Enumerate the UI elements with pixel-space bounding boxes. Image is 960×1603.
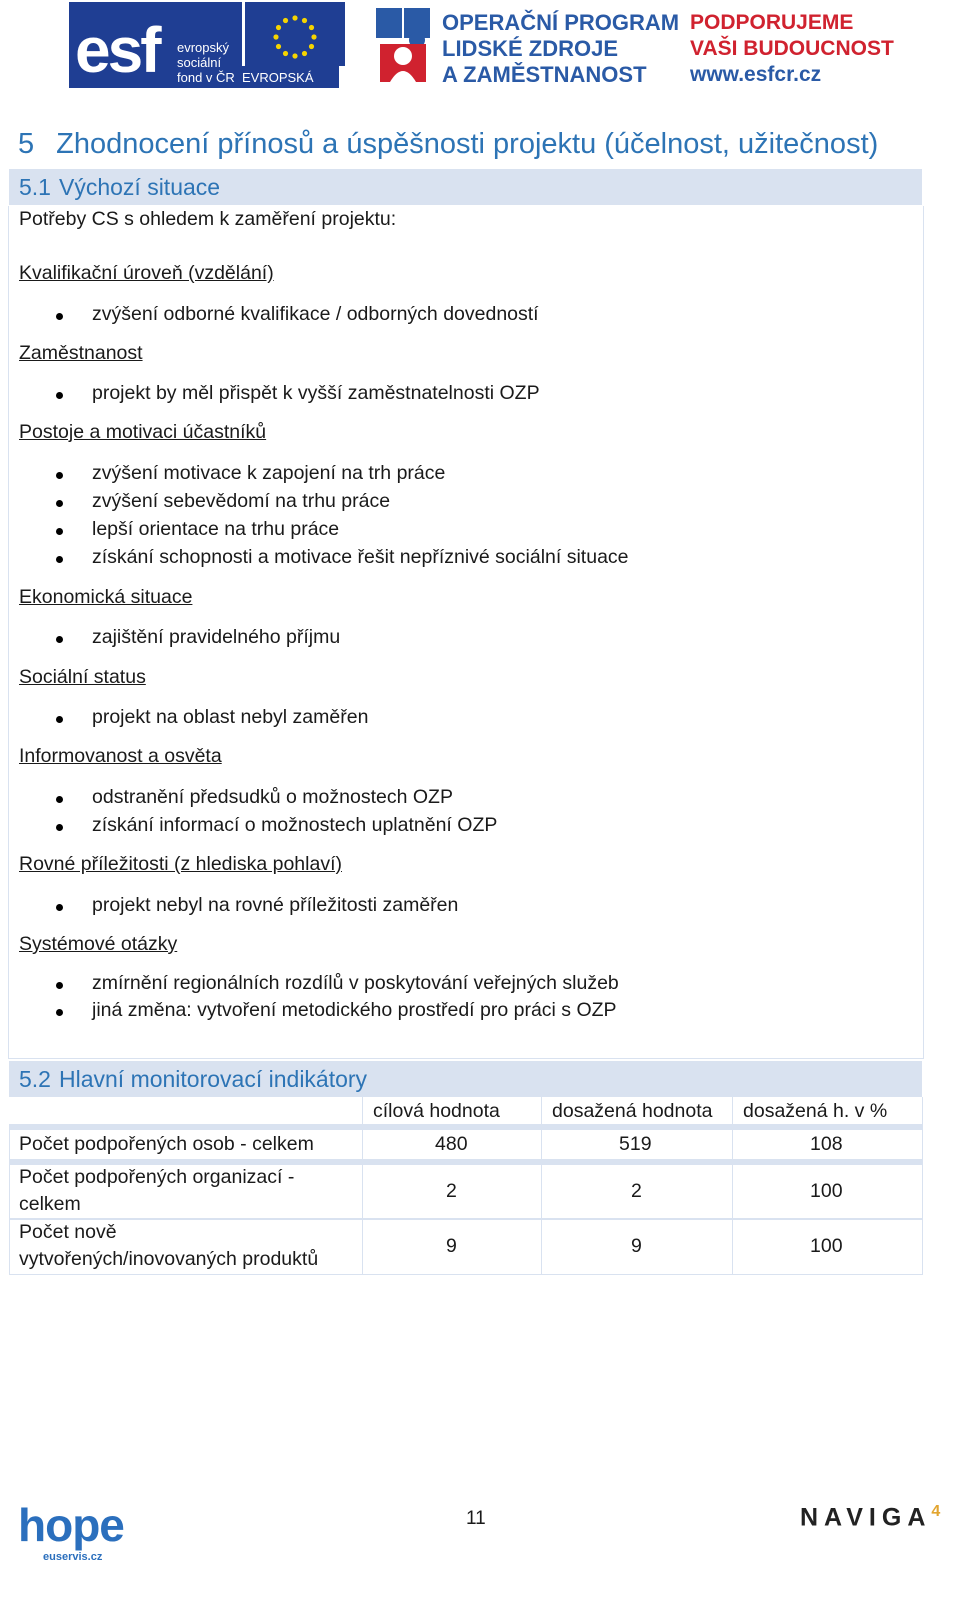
list-item-text: lepší orientace na trhu práce bbox=[92, 518, 340, 540]
subsection-number: 5.1 bbox=[19, 174, 51, 200]
table-header-cell: dosažená h. v % bbox=[743, 1100, 888, 1122]
table-row-label: Počet podpořených organizací - bbox=[19, 1166, 295, 1188]
section-heading bbox=[18, 128, 878, 161]
eu-label: EVROPSKÁ UNIE bbox=[242, 70, 314, 100]
table-cell: 9 bbox=[631, 1235, 642, 1257]
group-heading: Systémové otázky bbox=[19, 933, 178, 955]
table-column-line bbox=[541, 1097, 542, 1275]
subsection-heading bbox=[19, 169, 220, 205]
bullet-icon bbox=[56, 1009, 63, 1016]
group-heading: Ekonomická situace bbox=[19, 586, 193, 608]
group-heading: Kvalifikační úroveň (vzdělání) bbox=[19, 262, 274, 284]
naviga-logo bbox=[800, 1503, 940, 1532]
intro-text: Potřeby CS s ohledem k zaměření projektu: bbox=[19, 208, 397, 230]
esf-logo-line: fond v ČR bbox=[177, 70, 235, 85]
hope-logo: hope bbox=[18, 1499, 124, 1551]
list-item-text: projekt by měl přispět k vyšší zaměstnatelnosti OZP bbox=[92, 382, 540, 404]
group-heading: Postoje a motivaci účastníků bbox=[19, 421, 267, 443]
hope-logo-sub: euservis.cz bbox=[43, 1551, 103, 1563]
table-row-label: celkem bbox=[19, 1193, 81, 1215]
esf-logo-text bbox=[177, 40, 235, 85]
group-heading: Informovanost a osvěta bbox=[19, 745, 222, 767]
slogan-line: VAŠI BUDOUCNOST bbox=[690, 37, 894, 60]
subsection-number: 5.2 bbox=[19, 1066, 51, 1092]
section-number: 5 bbox=[18, 128, 35, 160]
table-column-line bbox=[362, 1097, 363, 1275]
header-logos bbox=[66, 0, 898, 100]
list-item-text: odstranění předsudků o možnostech OZP bbox=[92, 786, 453, 808]
op-logo-line: OPERAČNÍ PROGRAM bbox=[442, 10, 680, 35]
slogan-url: www.esfcr.cz bbox=[690, 63, 822, 86]
naviga-logo-text: NAVIGA bbox=[800, 1503, 932, 1532]
table-border-left bbox=[9, 1130, 10, 1275]
list-item-text: projekt nebyl na rovné příležitosti zaměřen bbox=[92, 894, 459, 916]
table-cell: 519 bbox=[619, 1133, 652, 1155]
esf-logo-mark: esf bbox=[75, 14, 159, 86]
table-row-label: Počet podpořených osob - celkem bbox=[19, 1133, 314, 1155]
subsection-title: Hlavní monitorovací indikátory bbox=[58, 1066, 368, 1092]
bullet-icon bbox=[56, 392, 63, 399]
list-item-text: získání schopnosti a motivace řešit nepříznivé sociální situace bbox=[92, 546, 629, 568]
bullet-icon bbox=[56, 824, 63, 831]
bullet-icon bbox=[56, 904, 63, 911]
subsection-title: Výchozí situace bbox=[58, 174, 221, 200]
table-row-rule bbox=[9, 1274, 922, 1275]
support-slogan-text bbox=[690, 10, 894, 88]
table-cell: 9 bbox=[446, 1235, 457, 1257]
bullet-icon bbox=[56, 556, 63, 563]
op-logo-text bbox=[442, 10, 679, 88]
group-heading: Rovné příležitosti (z hlediska pohlaví) bbox=[19, 853, 342, 875]
slogan-line: PODPORUJEME bbox=[690, 11, 854, 34]
bullet-icon bbox=[56, 500, 63, 507]
bullet-icon bbox=[56, 796, 63, 803]
list-item-text: zvýšení motivace k zapojení na trh práce bbox=[92, 462, 446, 484]
op-logo-line: LIDSKÉ ZDROJE bbox=[442, 36, 619, 61]
table-row-rule bbox=[9, 1218, 922, 1220]
table-cell: 480 bbox=[435, 1133, 468, 1155]
list-item-text: jiná změna: vytvoření metodického prostředí pro práci s OZP bbox=[92, 999, 617, 1021]
table-cell: 2 bbox=[631, 1180, 642, 1202]
list-item-text: zajištění pravidelného příjmu bbox=[92, 626, 341, 648]
table-row-rule bbox=[9, 1159, 922, 1165]
bullet-icon bbox=[56, 982, 63, 989]
group-heading: Sociální status bbox=[19, 666, 146, 688]
naviga-logo-sup: 4 bbox=[931, 1503, 941, 1520]
list-item-text: získání informací o možnostech uplatnění OZP bbox=[92, 814, 498, 836]
list-item-text: zvýšení sebevědomí na trhu práce bbox=[92, 490, 391, 512]
esf-logo-line: sociální bbox=[177, 55, 222, 70]
table-header-cell: dosažená hodnota bbox=[552, 1100, 713, 1122]
table-column-line bbox=[732, 1097, 733, 1275]
list-item-text: projekt na oblast nebyl zaměřen bbox=[92, 706, 369, 728]
table-border-right bbox=[922, 1097, 923, 1275]
list-item-text: zvýšení odborné kvalifikace / odborných dovedností bbox=[92, 303, 539, 325]
table-row-label: vytvořených/inovovaných produktů bbox=[19, 1248, 319, 1270]
bullet-icon bbox=[56, 313, 63, 320]
page-number: 11 bbox=[466, 1508, 486, 1529]
table-cell: 100 bbox=[810, 1235, 843, 1257]
bullet-icon bbox=[56, 472, 63, 479]
table-header-rule bbox=[9, 1124, 922, 1130]
table-row-label: Počet nově bbox=[19, 1221, 117, 1243]
eu-stars-icon bbox=[272, 14, 318, 60]
group-heading: Zaměstnanost bbox=[19, 342, 143, 364]
bullet-icon bbox=[56, 528, 63, 535]
esf-logo-line: evropský bbox=[177, 40, 230, 55]
list-item-text: zmírnění regionálních rozdílů v poskytování veřejných služeb bbox=[92, 972, 619, 994]
table-cell: 2 bbox=[446, 1180, 457, 1202]
op-logo-line: A ZAMĚSTNANOST bbox=[442, 62, 647, 87]
puzzle-icon bbox=[374, 4, 434, 86]
op-logo bbox=[374, 2, 690, 88]
section-title: Zhodnocení přínosů a úspěšnosti projektu (účelnost, užitečnost) bbox=[56, 128, 879, 160]
support-slogan bbox=[690, 2, 896, 88]
bullet-icon bbox=[56, 716, 63, 723]
table-cell: 108 bbox=[810, 1133, 843, 1155]
table-header-cell: cílová hodnota bbox=[373, 1100, 500, 1122]
table-cell: 100 bbox=[810, 1180, 843, 1202]
bullet-icon bbox=[56, 636, 63, 643]
subsection-heading bbox=[19, 1061, 367, 1097]
